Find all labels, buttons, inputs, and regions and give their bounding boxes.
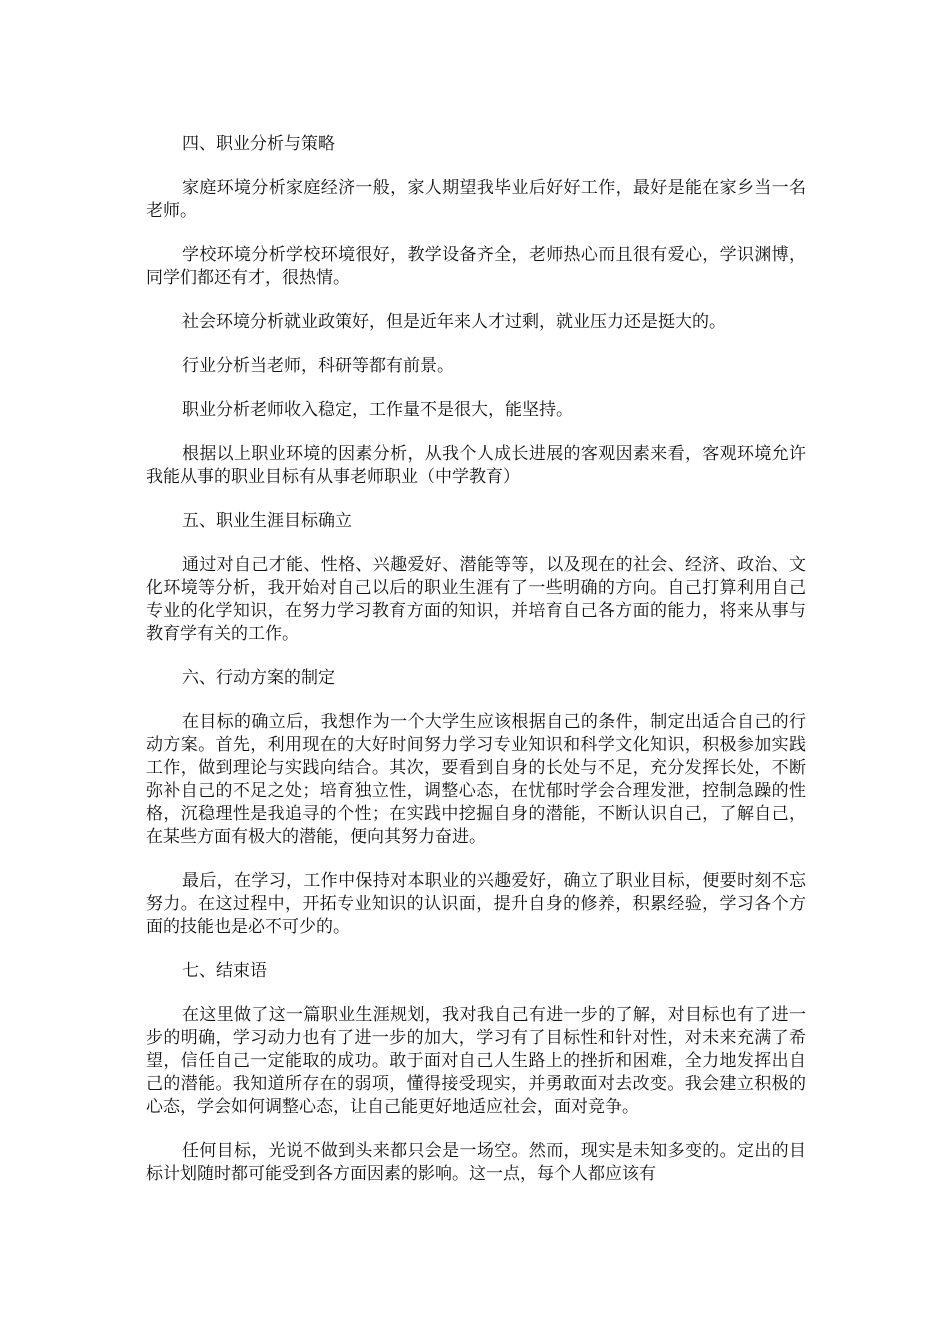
paragraph-family-environment: 家庭环境分析家庭经济一般，家人期望我毕业后好好工作，最好是能在家乡当一名老师。	[146, 178, 806, 221]
section-heading-conclusion: 七、结束语	[182, 961, 267, 981]
paragraph-school-environment: 学校环境分析学校环境很好，教学设备齐全，老师热心而且很有爱心，学识渊博，同学们都还有才，很热情。	[146, 245, 806, 288]
paragraph-social-environment: 社会环境分析就业政策好，但是近年来人才过剩，就业压力还是挺大的。	[182, 312, 726, 332]
paragraph-career-goal: 通过对自己才能、性格、兴趣爱好、潜能等等，以及现在的社会、经济、政治、文化环境等分析，我开始对自己以后的职业生涯有了一些明确的方向。自己打算利用自己专业的化学知识，在努力学习教育方面的知识，并培育自己各方面的能力，将来从事与教育学有关的工作。	[146, 555, 806, 644]
paragraph-action-plan-finally: 最后，在学习，工作中保持对本职业的兴趣爱好，确立了职业目标，便要时刻不忘努力。在这过程中，开拓专业知识的认识面，提升自身的修养，积累经验，学习各个方面的技能也是必不可少的。	[146, 871, 806, 937]
paragraph-industry-analysis: 行业分析当老师，科研等都有前景。	[182, 356, 454, 376]
paragraph-conclusion-continued: 任何目标，光说不做到头来都只会是一场空。然而，现实是未知多变的。定出的目标计划随时都可能受到各方面因素的影响。这一点，每个人都应该有	[146, 1141, 806, 1184]
paragraph-environment-conclusion: 根据以上职业环境的因素分析，从我个人成长进展的客观因素来看，客观环境允许我能从事的职业目标有从事老师职业（中学教育）	[146, 444, 806, 487]
document-page	[146, 133, 806, 1207]
paragraph-conclusion: 在这里做了这一篇职业生涯规划，我对我自己有进一步的了解，对目标也有了进一步的明确，学习动力也有了进一步的加大，学习有了目标性和针对性，对未来充满了希望，信任自己一定能取的成功。敢于面对自己人生路上的挫折和困难，全力地发挥出自己的潜能。我知道所存在的弱项，懂得接受现实，并勇敢面对去改变。我会建立积极的心态，学会如何调整心态，让自己能更好地适应社会，面对竞争。	[146, 1005, 806, 1117]
section-heading-action-plan: 六、行动方案的制定	[182, 668, 335, 688]
paragraph-action-plan: 在目标的确立后，我想作为一个大学生应该根据自己的条件，制定出适合自己的行动方案。首先，利用现在的大好时间努力学习专业知识和科学文化知识，积极参加实践工作，做到理论与实践向结合。其次，要看到自身的长处与不足，充分发挥长处，不断弥补自己的不足之处；培育独立性，调整心态，在忧郁时学会合理发泄，控制急躁的性格，沉稳理性是我追寻的个性；在实践中挖掘自身的潜能，不断认识自己，了解自己，在某些方面有极大的潜能，便向其努力奋进。	[146, 712, 806, 847]
paragraph-occupation-analysis: 职业分析老师收入稳定，工作量不是很大，能坚持。	[182, 400, 573, 420]
section-heading-career-goal: 五、职业生涯目标确立	[182, 511, 352, 531]
section-heading-career-analysis: 四、职业分析与策略	[182, 134, 335, 154]
